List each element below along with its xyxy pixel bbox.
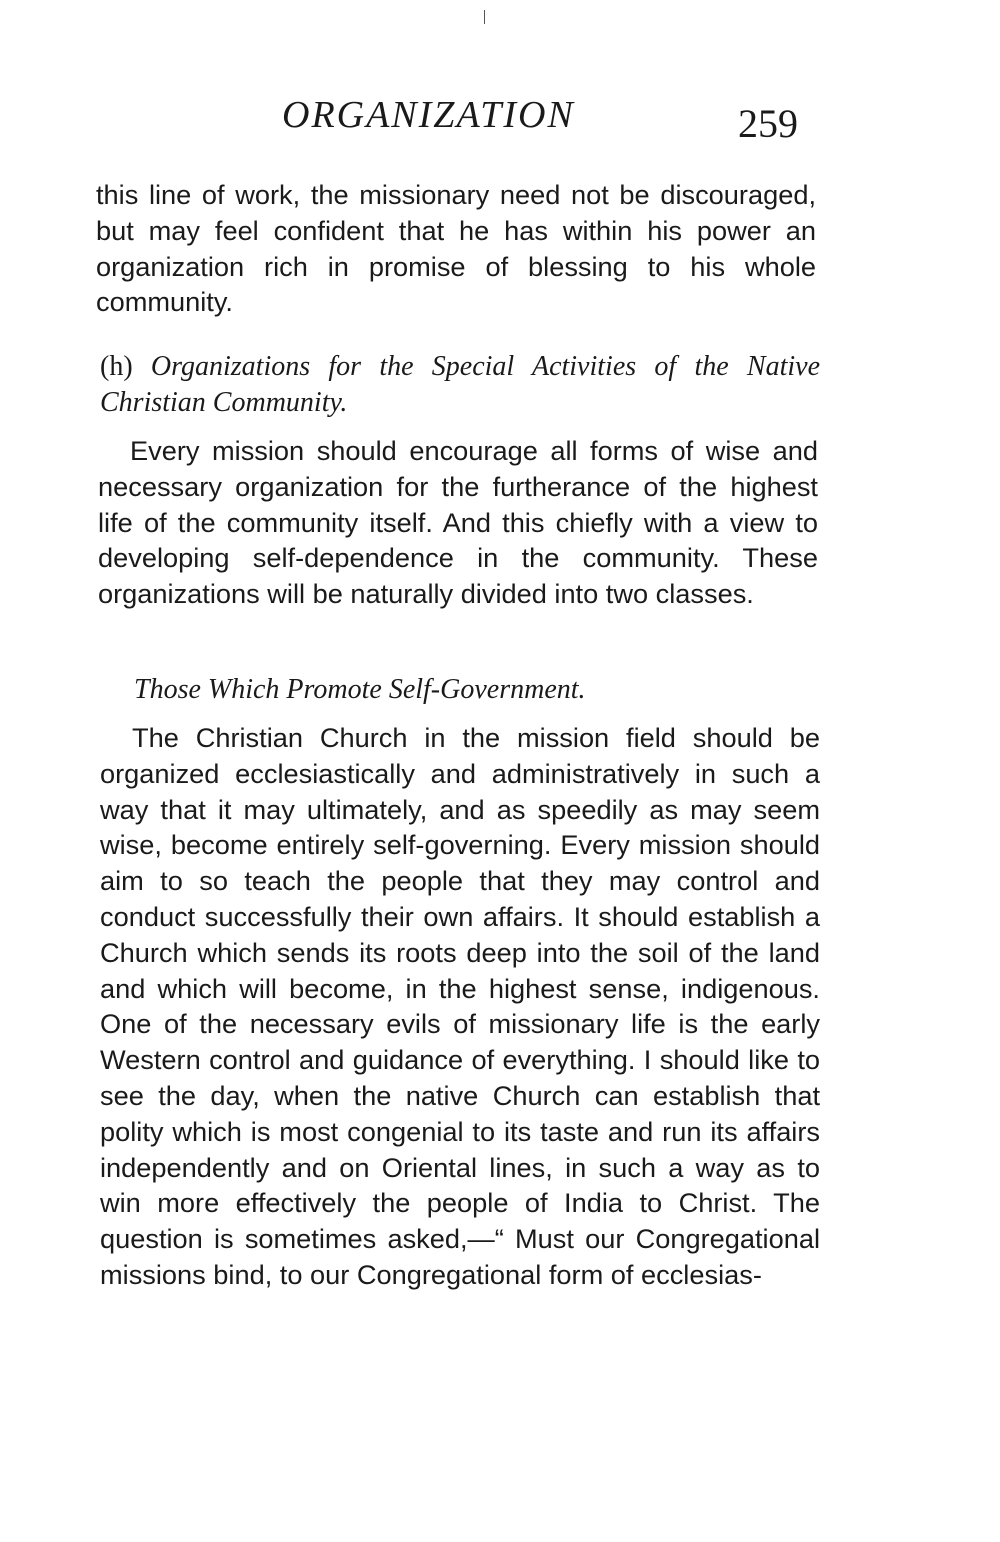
- section-title: Organizations for the Special Activities of the Native Christian Community.: [100, 351, 820, 418]
- page-number: 259: [738, 101, 798, 146]
- paragraph-every-mission: Every mission should encourage all forms of wise and necessary organization for the furtherance of the highest life of the community itself. And this chiefly with a view to developing self-dependence in the community. These organizations will be naturally divided into two classes.: [98, 435, 818, 610]
- running-head-title: ORGANIZATION: [282, 94, 575, 136]
- section-heading-h: [100, 349, 820, 421]
- subheading-self-government: Those Which Promote Self-Government.: [134, 674, 586, 705]
- continued-paragraph: this line of work, the missionary need not be discouraged, but may feel confident that he has within his power an organization rich in promise of blessing to his whole community.: [96, 179, 816, 318]
- top-margin-mark: [484, 10, 485, 24]
- paragraph-christian-church: The Christian Church in the mission field should be organized ecclesiastically and administratively in such a way that it may ultimately, and as speedily as may seem wise, become entirely self-governing. Every mission should aim to so teach the people that they may control and conduct successfully their own affairs. It should establish a Church which sends its roots deep into the soil of the land and which will become, in the highest sense, indigenous. One of the necessary evils of missionary life is the early Western control and guidance of everything. I should like to see the day, when the native Church can establish that polity which is most congenial to its taste and run its affairs independently and on Oriental lines, in such a way as to win more effectively the people of India to Christ. The question is sometimes asked,—“ Must our Congregational missions bind, to our Congregational form of ecclesias-: [100, 722, 820, 1290]
- section-marker: (h): [100, 351, 133, 382]
